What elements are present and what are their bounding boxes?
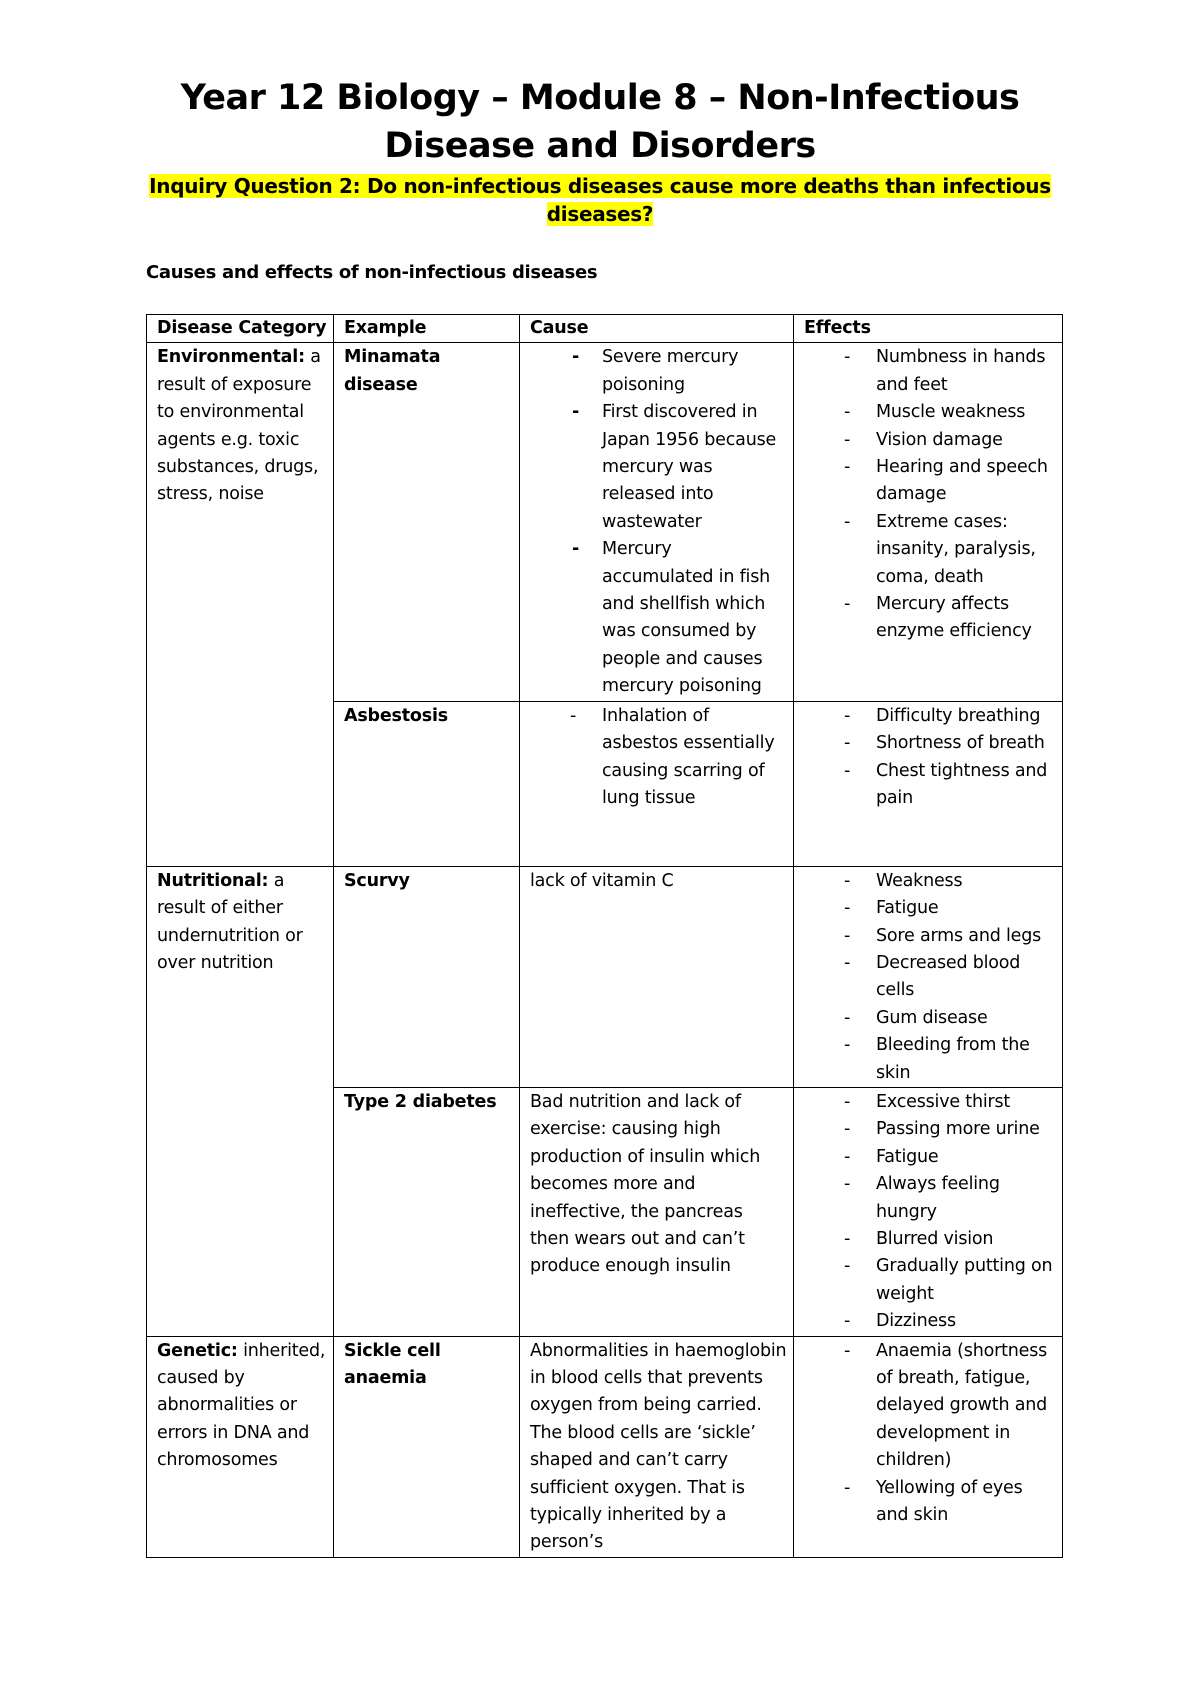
list-item: - Hearing and speech damage	[804, 454, 1056, 509]
list-item: - Muscle weakness	[804, 399, 1056, 426]
list-item: - Inhalation of asbestos essentially causing scarring of lung tissue	[530, 703, 787, 813]
header-cause: Cause	[520, 315, 794, 343]
page-title: Year 12 Biology – Module 8 – Non-Infectious Disease and Disorders	[180, 78, 1020, 166]
list-item: - Yellowing of eyes and skin	[804, 1475, 1056, 1530]
cause-cell: Bad nutrition and lack of exercise: causing high production of insulin which becomes more and ineffective, the pancreas then wears out and can’t produce enough insulin	[520, 1087, 794, 1336]
list-item: - Difficulty breathing	[804, 703, 1056, 730]
category-name: Genetic:	[157, 1340, 238, 1361]
category-description: a result of exposure to environmental agents e.g. toxic substances, drugs, stress, noise	[157, 347, 321, 505]
cause-cell: lack of vitamin C	[520, 866, 794, 1087]
effects-list	[804, 1338, 1056, 1530]
list-item: - Severe mercury poisoning	[530, 344, 787, 399]
list-item: - Vision damage	[804, 427, 1056, 454]
inquiry-highlight: Inquiry Question 2: Do non-infectious diseases cause more deaths than infectious diseases?	[149, 174, 1051, 226]
table-row	[147, 343, 1063, 701]
list-item: - Chest tightness and pain	[804, 758, 1056, 813]
effects-list	[804, 703, 1056, 813]
effects-list	[804, 344, 1056, 645]
list-item: - Fatigue	[804, 1144, 1056, 1171]
list-item: - Gum disease	[804, 1005, 1056, 1032]
effects-cell	[794, 1087, 1063, 1336]
effects-cell	[794, 1336, 1063, 1557]
effects-cell	[794, 701, 1063, 866]
table-row	[147, 1336, 1063, 1557]
cause-list	[530, 344, 787, 700]
disease-table	[146, 314, 1063, 1558]
list-item: - Always feeling hungry	[804, 1171, 1056, 1226]
example-cell: Minamata disease	[334, 343, 520, 701]
category-description: inherited, caused by abnormalities or errors in DNA and chromosomes	[157, 1340, 326, 1471]
category-name: Environmental:	[157, 347, 305, 368]
list-item: - Weakness	[804, 868, 1056, 895]
example-cell: Type 2 diabetes	[334, 1087, 520, 1336]
category-environmental	[147, 343, 334, 866]
list-item: - Excessive thirst	[804, 1089, 1056, 1116]
list-item: - Decreased blood cells	[804, 950, 1056, 1005]
list-item: - Mercury affects enzyme efficiency	[804, 591, 1056, 646]
list-item: - Extreme cases: insanity, paralysis, coma, death	[804, 509, 1056, 591]
category-name: Nutritional:	[157, 870, 269, 891]
list-item: - Mercury accumulated in fish and shellfish which was consumed by people and causes mercury poisoning	[530, 536, 787, 700]
example-cell: Scurvy	[334, 866, 520, 1087]
header-disease-category: Disease Category	[147, 315, 334, 343]
effects-cell	[794, 343, 1063, 701]
list-item: - Bleeding from the skin	[804, 1032, 1056, 1087]
cause-list	[530, 703, 787, 813]
section-heading: Causes and effects of non-infectious diseases	[146, 262, 598, 283]
cause-cell	[520, 701, 794, 866]
example-cell: Sickle cell anaemia	[334, 1336, 520, 1557]
list-item: - Shortness of breath	[804, 730, 1056, 757]
effects-list	[804, 868, 1056, 1087]
table-header-row	[147, 315, 1063, 343]
list-item: - Dizziness	[804, 1308, 1056, 1335]
header-effects: Effects	[794, 315, 1063, 343]
category-genetic	[147, 1336, 334, 1557]
list-item: - Gradually putting on weight	[804, 1253, 1056, 1308]
category-nutritional	[147, 866, 334, 1336]
cause-cell: Abnormalities in haemoglobin in blood cells that prevents oxygen from being carried. The blood cells are ‘sickle’ shaped and can’t carry sufficient oxygen. That is typically inherited by a person’s	[520, 1336, 794, 1557]
list-item: - First discovered in Japan 1956 because mercury was released into wastewater	[530, 399, 787, 536]
effects-list	[804, 1089, 1056, 1336]
list-item: - Numbness in hands and feet	[804, 344, 1056, 399]
list-item: - Blurred vision	[804, 1226, 1056, 1253]
list-item: - Fatigue	[804, 895, 1056, 922]
table-row	[147, 866, 1063, 1087]
list-item: - Sore arms and legs	[804, 923, 1056, 950]
header-example: Example	[334, 315, 520, 343]
list-item: - Anaemia (shortness of breath, fatigue, delayed growth and development in children)	[804, 1338, 1056, 1475]
effects-cell	[794, 866, 1063, 1087]
list-item: - Passing more urine	[804, 1116, 1056, 1143]
inquiry-question	[140, 172, 1060, 228]
category-description: a result of either undernutrition or over nutrition	[157, 870, 303, 973]
cause-cell	[520, 343, 794, 701]
example-cell: Asbestosis	[334, 701, 520, 866]
